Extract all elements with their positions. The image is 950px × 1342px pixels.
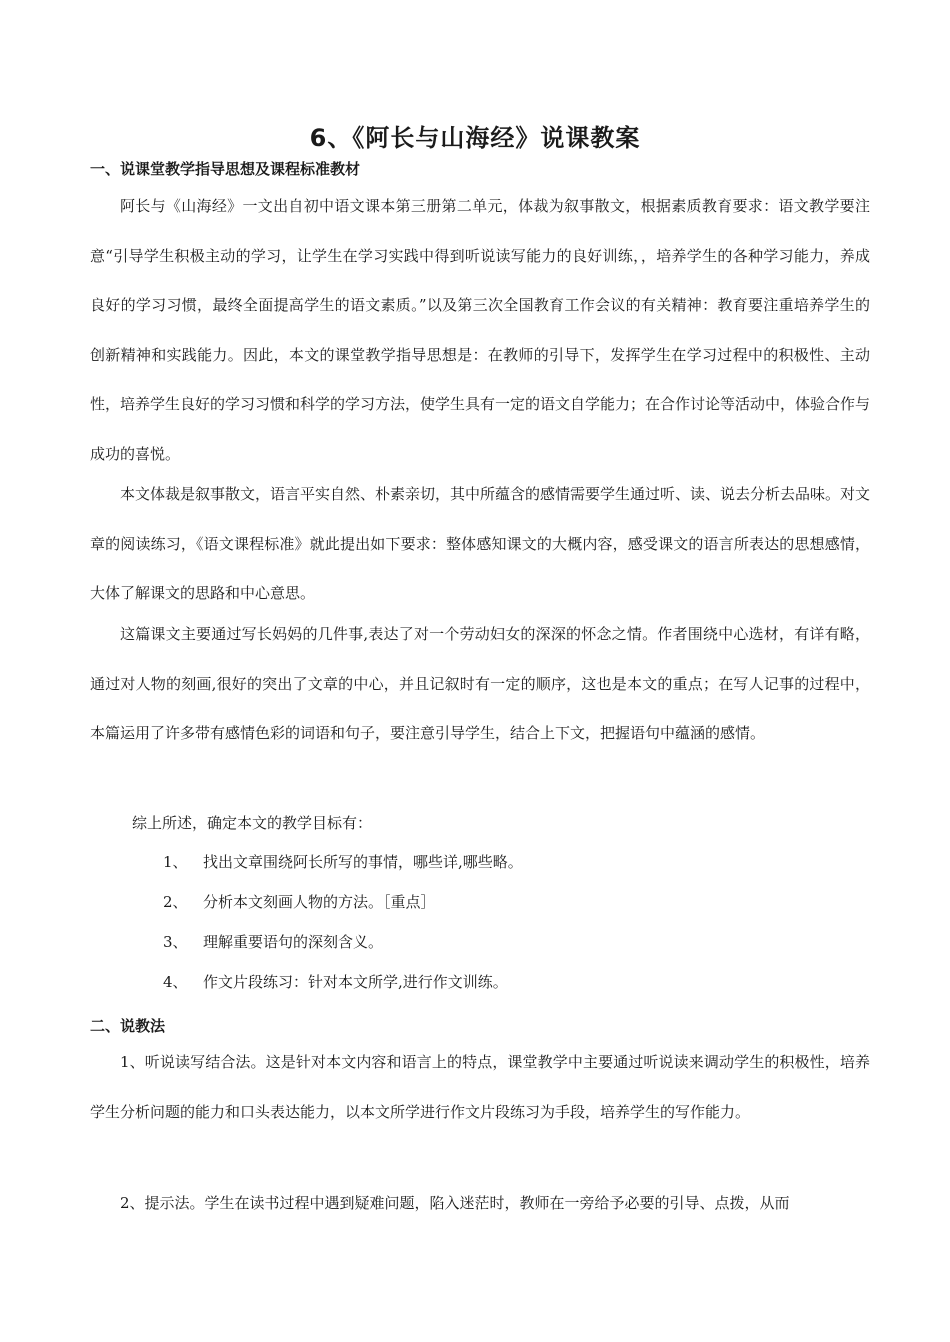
goal-number: 1、 — [163, 853, 188, 871]
paragraph-genre-and-standards: 本文体裁是叙事散文，语言平实自然、朴素亲切，其中所蕴含的感情需要学生通过听、读、说去分析去品味。对文章的阅读练习，《语文课程标准》就此提出如下要求：整体感知课文的大概内容，感受课文的语言所表达的思想感情，大体了解课文的思路和中心意思。 — [90, 485, 871, 602]
paragraph-method-prompting: 2、提示法。学生在读书过程中遇到疑难问题，陷入迷茫时，教师在一旁给予必要的引导、点拨，从而 — [120, 1194, 790, 1212]
goal-number: 4、 — [163, 973, 188, 991]
section-heading-teaching-philosophy: 一、说课堂教学指导思想及课程标准教材 — [90, 160, 361, 178]
goal-text: 理解重要语句的深刻含义。 — [203, 933, 384, 951]
paragraph-teaching-philosophy: 阿长与《山海经》一文出自初中语文课本第三册第二单元，体裁为叙事散文，根据素质教育要求：语文教学要注意“引导学生积极主动的学习，让学生在学习实践中得到听说读写能力的良好训练，，培养学生的各种学习能力，养成良好的学习习惯，最终全面提高学生的语文素质。”以及第三次全国教育工作会议的有关精神：教育要注重培养学生的创新精神和实践能力。因此，本文的课堂教学指导思想是：在教师的引导下，发挥学生在学习过程中的积极性、主动性，培养学生良好的学习习惯和科学的学习方法，使学生具有一定的语文自学能力；在合作讨论等活动中，体验合作与成功的喜悦。 — [90, 197, 871, 463]
goal-text: 作文片段练习：针对本文所学,进行作文训练。 — [203, 973, 508, 991]
goal-text: 分析本文刻画人物的方法。［重点］ — [203, 893, 436, 911]
paragraph-method-listen-speak-read-write: 1、听说读写结合法。这是针对本文内容和语言上的特点，课堂教学中主要通过听说读来调动学生的积极性，培养学生分析问题的能力和口头表达能力，以本文所学进行作文片段练习为手段，培养学生的写作能力。 — [90, 1053, 870, 1121]
goal-text: 找出文章围绕阿长所写的事情，哪些详,哪些略。 — [203, 853, 523, 871]
document-title: 6、《阿长与山海经》说课教案 — [309, 124, 641, 152]
goals-intro: 综上所述，确定本文的教学目标有： — [132, 814, 373, 832]
section-heading-teaching-methods: 二、说教法 — [90, 1017, 166, 1035]
goal-number: 2、 — [163, 893, 188, 911]
goal-number: 3、 — [163, 933, 188, 951]
paragraph-content-focus: 这篇课文主要通过写长妈妈的几件事,表达了对一个劳动妇女的深深的怀念之情。作者围绕中心选材，有详有略，通过对人物的刻画,很好的突出了文章的中心，并且记叙时有一定的顺序，这也是本文的重点；在写人记事的过程中，本篇运用了许多带有感情色彩的词语和句子，要注意引导学生，结合上下文，把握语句中蕴涵的感情。 — [90, 625, 870, 742]
